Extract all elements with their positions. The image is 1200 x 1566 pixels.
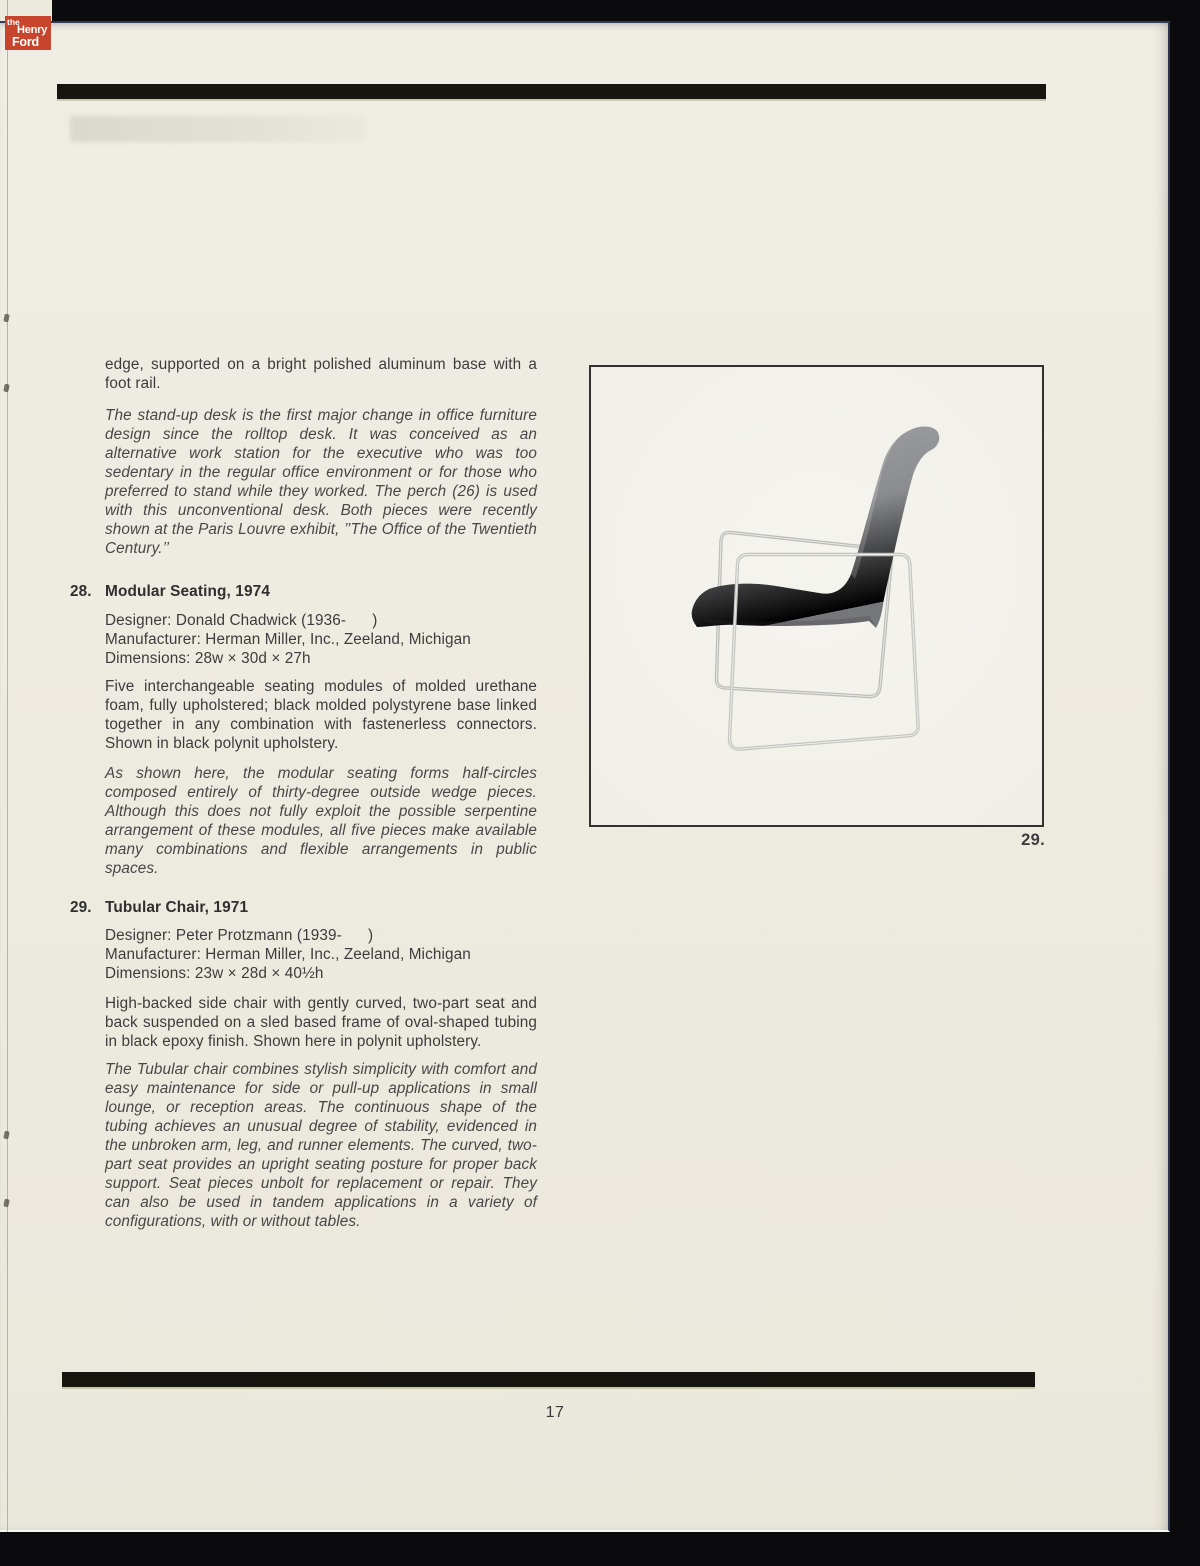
entry-29-heading [70, 898, 537, 917]
entry-28-title: Modular Seating, 1974 [105, 583, 271, 600]
top-rule-bar [57, 84, 1046, 99]
entry-28-specs [105, 611, 537, 668]
figure-frame [589, 365, 1044, 827]
entry-29-manufacturer: Manufacturer: Herman Miller, Inc., Zeeland, Michigan [105, 946, 471, 963]
logo-text-henry: Henry [17, 24, 48, 36]
spine-fold-line [7, 0, 8, 1532]
tubular-chair-photo [591, 367, 1042, 825]
logo-text-the: the [7, 17, 20, 27]
entry-29-designer: Designer: Peter Protzmann (1939- ) [105, 927, 374, 944]
entry-29-title: Tubular Chair, 1971 [105, 899, 249, 916]
figure-caption: 29. [1021, 831, 1045, 849]
entry-29-description: High-backed side chair with gently curved, two-part seat and back suspended on a sled based frame of oval-shaped tubing in black epoxy finish. Shown here in polynit upholstery. [105, 995, 537, 1050]
entry-28-manufacturer: Manufacturer: Herman Miller, Inc., Zeeland, Michigan [105, 631, 471, 648]
entry-29-commentary: The Tubular chair combines stylish simplicity with comfort and easy maintenance for side or pull-up applications in small lounge, or reception areas. The continuous shape of the tubing achieves an unusual degree of stability, evidenced in the unbroken arm, leg, and runner elements. The curved, two-part seat provides an upright seating posture for proper back support. Seat pieces unbolt for replacement or repair. They can also be used in tandem applications in a variety of configurations, with or without tables. [105, 1061, 537, 1230]
entry-28-commentary: As shown here, the modular seating forms half-circles composed entirely of thirty-degree outside wedge pieces. Although this does not fully exploit the possible serpentine arrangement of these modules, all five pieces make available many combinations and flexible arrangements in public spaces. [105, 765, 537, 877]
entry-28-dimensions: Dimensions: 28w × 30d × 27h [105, 650, 311, 667]
intro-commentary-paragraph: The stand-up desk is the first major change in office furniture design since the rolltop desk. It was conceived as an alternative work station for the executive who was too sedentary in the regular office environment or for those who preferred to stand while they worked. The perch (26) is used with this unconventional desk. Both pieces were recently shown at the Paris Louvre exhibit, ’’The Office of the Twentieth Century.’’ [105, 407, 537, 557]
entry-29-specs [105, 926, 537, 983]
text-column [70, 355, 537, 1242]
logo-text-ford: Ford [12, 35, 39, 49]
entry-29-dimensions: Dimensions: 23w × 28d × 40½h [105, 965, 324, 982]
bottom-rule-bar [62, 1372, 1035, 1387]
henry-ford-logo [5, 16, 51, 50]
entry-29-number: 29. [70, 899, 92, 916]
entry-28-description: Five interchangeable seating modules of molded urethane foam, fully upholstered; black molded polystyrene base linked together in any combination with fastenerless connectors. Shown in black polynit upholstery. [105, 678, 537, 752]
page-number: 17 [545, 1404, 565, 1421]
entry-28-number: 28. [70, 583, 92, 600]
entry-28-designer: Designer: Donald Chadwick (1936- ) [105, 612, 378, 629]
entry-28-heading [70, 582, 537, 601]
intro-continuation-paragraph: edge, supported on a bright polished aluminum base with a foot rail. [105, 356, 537, 392]
print-bleed-through [70, 116, 365, 142]
